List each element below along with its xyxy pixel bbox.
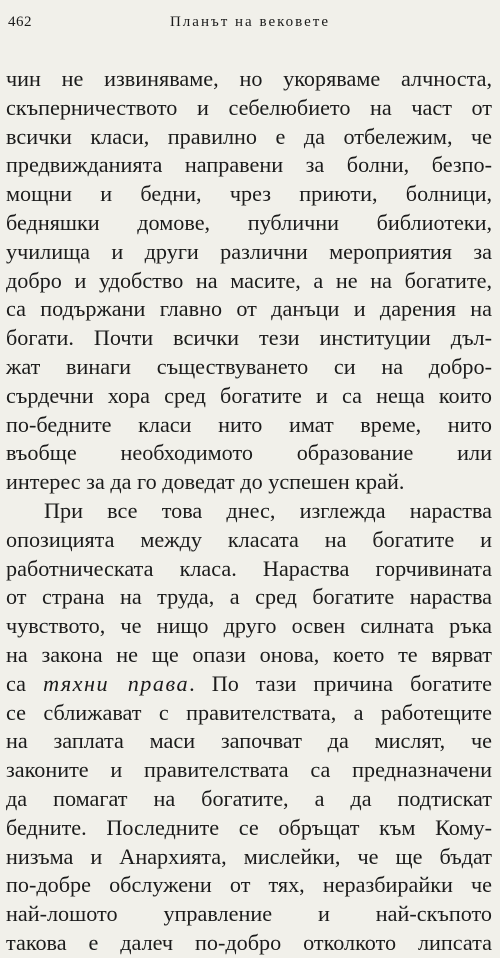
text-line: на закона не ще опази онова, което те вярват: [6, 641, 492, 667]
text-line: При все това днес, изглежда нараства: [44, 497, 492, 523]
text-line: от страна на труда, а сред богатите нараства: [6, 584, 492, 610]
text-line: богати. Почти всички тези институции дъл-: [6, 325, 492, 351]
text-line: бедните. Последните се обръщат към Кому-: [6, 814, 492, 840]
text-line: да помагат на богатите, а да подтискат: [6, 785, 492, 811]
text-line: интерес за да го доведат до успешен край.: [6, 469, 405, 495]
text-fragment: . По тази причина богатите: [189, 670, 492, 696]
text-line: предвижданията направени за болни, безпо-: [6, 152, 492, 178]
text-fragment: са: [6, 670, 44, 696]
text-line: добро и удобство на масите, а не на богатите,: [6, 267, 492, 293]
text-line: законите и правителствата са предназначени: [6, 757, 492, 783]
text-line: опозицията между класата на богатите и: [6, 526, 492, 552]
text-line: всички класи, правилно е да отбележим, че: [6, 123, 492, 149]
text-line: такова е далеч по-добро отколкото липсата: [6, 929, 492, 955]
page-number: 462: [8, 14, 32, 30]
text-line: чин не извиняваме, но укоряваме алчноста,: [6, 66, 492, 91]
page-header: [0, 10, 500, 34]
text-line: са подържани главно от данъци и дарения на: [6, 296, 492, 322]
text-line: се сближават с правителствата, а работещите: [6, 699, 492, 725]
text-line: работническата класа. Нараства горчивината: [6, 555, 492, 581]
text-line: низъма и Анархията, мислейки, че ще бъдат: [6, 843, 492, 869]
text-line-with-emphasis: [6, 670, 492, 699]
text-line: по-бедните класи нито имат време, нито: [6, 411, 492, 437]
text-line: по-добре обслужени от тях, неразбирайки че: [6, 872, 492, 898]
text-line: жат винаги съществуването си на добро-: [6, 353, 492, 379]
text-line: мощни и бедни, чрез приюти, болници,: [6, 181, 492, 207]
text-line: най-лошото управление и най-скъпото: [6, 901, 492, 927]
paragraph-2: [6, 497, 492, 958]
paragraph-1: [6, 65, 492, 497]
text-line: на заплата маси започват да мислят, че: [6, 728, 492, 754]
running-head: Планът на вековете: [169, 14, 331, 30]
text-line: скъперничеството и себелюбието на част от: [6, 94, 492, 120]
text-line: бедняшки домове, публични библиотеки,: [6, 209, 492, 235]
body-text: [6, 65, 492, 958]
text-line: училища и други различни мероприятия за: [6, 238, 492, 264]
emphasized-text: тяхни права: [43, 670, 190, 696]
text-line: сърдечни хора сред богатите и са неща които: [6, 382, 492, 408]
text-line: въобще необходимото образование или: [6, 440, 492, 466]
text-line: чувството, че нищо друго освен силната ръка: [6, 613, 492, 639]
